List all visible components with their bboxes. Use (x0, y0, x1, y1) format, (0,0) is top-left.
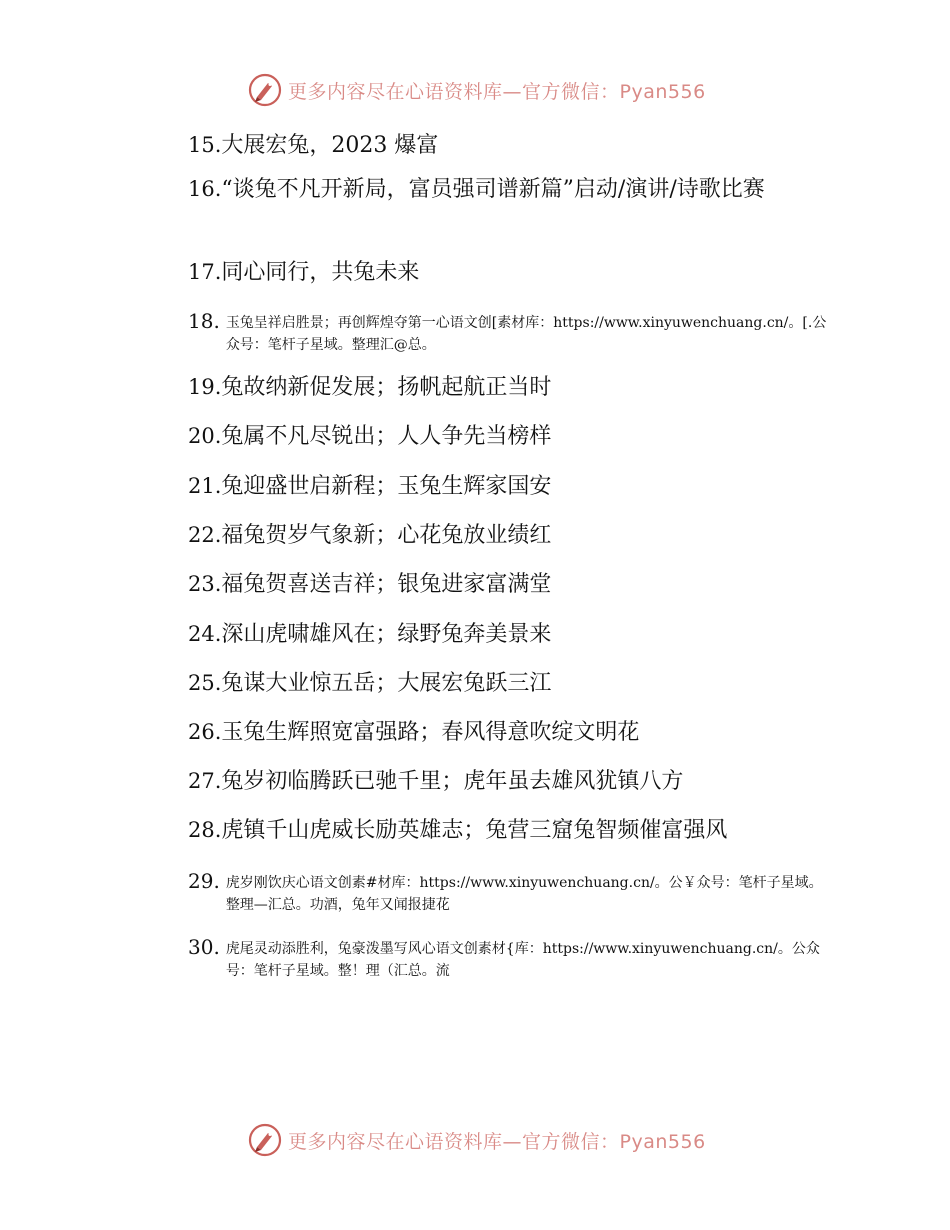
item-number: 29. (188, 869, 220, 893)
item-text: 同心同行，共兔未来 (221, 260, 420, 285)
item-text: 兔故纳新促发展；扬帆起航正当时 (221, 375, 552, 400)
item-text: 福兔贺喜送吉祥；银兔进家富满堂 (221, 572, 552, 597)
list-item (188, 373, 848, 402)
item-number: 18. (188, 309, 220, 333)
list-item (188, 521, 848, 550)
item-text: 玉兔呈祥启胜景；再创辉煌夺第一心语文创[素材库：https://www.xinyuwenchuang.cn/。[.公众号：笔杆子星域。整理汇@总。 (225, 315, 827, 353)
item-number: 24. (188, 622, 222, 646)
item-number: 17. (188, 260, 222, 284)
item-number: 16. (188, 177, 222, 201)
list-item (188, 767, 848, 796)
item-text: 兔岁初临腾跃已驰千里；虎年虽去雄风犹镇八方 (221, 769, 684, 794)
list-item (188, 718, 848, 747)
item-number: 20. (188, 424, 222, 448)
item-text: 虎镇千山虎威长励英雄志；兔营三窟兔智频催富强风 (221, 818, 728, 843)
item-text: 大展宏兔，2023 爆富 (221, 133, 439, 158)
list-item (188, 870, 848, 916)
footer-banner-text: 更多内容尽在心语资料库—官方微信：Pyan556 (288, 1130, 706, 1153)
item-text: 福兔贺岁气象新；心花兔放业绩红 (221, 523, 552, 548)
list-item (188, 131, 848, 160)
item-text: 兔谋大业惊五岳；大展宏兔跃三江 (221, 671, 552, 696)
footer-banner (248, 1120, 728, 1160)
item-number: 22. (188, 523, 222, 547)
item-text: 虎尾灵动添胜利，兔豪泼墨写风心语文创素材{库：https://www.xinyuwenchuang.cn/。公众号：笔杆子星域。整！理（汇总。流 (225, 941, 820, 979)
list-item (188, 258, 848, 287)
item-text: 兔属不凡尽锐出；人人争先当榜样 (221, 424, 552, 449)
item-text: 深山虎啸雄风在；绿野兔奔美景来 (221, 622, 552, 647)
item-number: 23. (188, 572, 222, 596)
item-text: “谈兔不凡开新局，富员强司谱新篇”启动/演讲/诗歌比赛 (221, 177, 765, 202)
list-item (188, 422, 848, 451)
item-number: 26. (188, 720, 222, 744)
item-number: 25. (188, 671, 222, 695)
item-number: 30. (188, 935, 220, 959)
list-item (188, 310, 848, 356)
item-text: 玉兔生辉照宽富强路；春风得意吹绽文明花 (221, 720, 640, 745)
item-number: 21. (188, 474, 222, 498)
list-item (188, 570, 848, 599)
item-number: 28. (188, 818, 222, 842)
list-item (140, 174, 840, 206)
pen-logo-icon (248, 73, 282, 107)
item-number: 19. (188, 375, 222, 399)
header-banner-text: 更多内容尽在心语资料库—官方微信：Pyan556 (288, 80, 706, 103)
item-number: 15. (188, 133, 222, 157)
list-item (188, 936, 848, 982)
item-text: 兔迎盛世启新程；玉兔生辉家国安 (221, 474, 552, 499)
list-item (188, 472, 848, 501)
item-number: 27. (188, 769, 222, 793)
header-banner (248, 70, 728, 110)
list-item (188, 816, 848, 845)
item-text: 虎岁刚饮庆心语文创素#材库：https://www.xinyuwenchuang.cn/。公￥众号：笔杆子星域。整理—汇总。功酒，兔年又闻报捷花 (225, 875, 823, 913)
list-item (188, 669, 848, 698)
list-item (188, 620, 848, 649)
pen-logo-icon (248, 1123, 282, 1157)
